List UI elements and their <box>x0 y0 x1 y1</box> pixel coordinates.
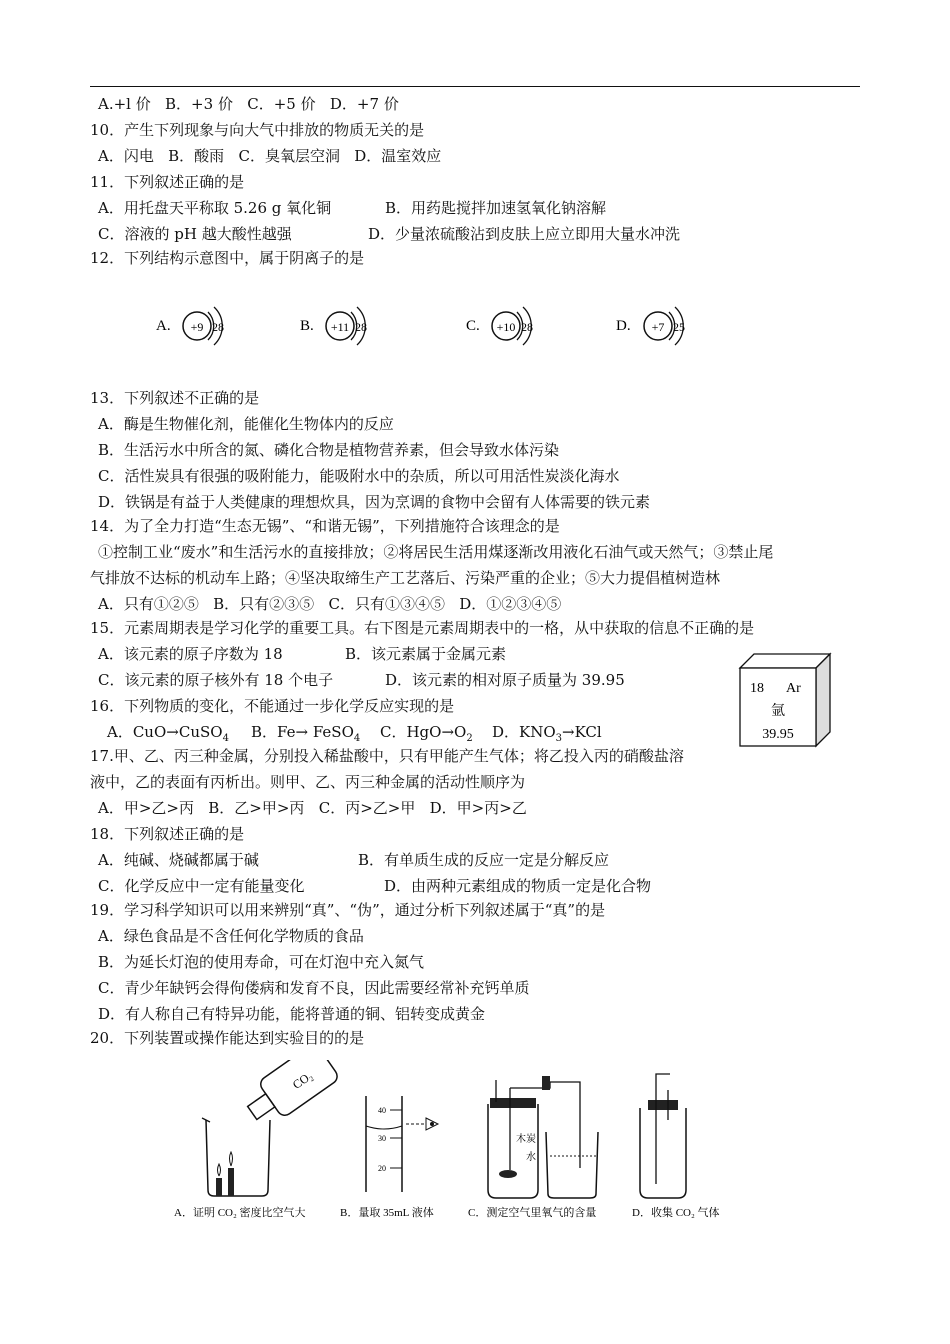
q18-option-b: B．有单质生成的反应一定是分解反应 <box>358 851 610 869</box>
q16-option-a: A．CuO→CuSO$_4$ <box>107 723 229 744</box>
structure-a-label: A. <box>156 318 171 334</box>
q15-stem: 15．元素周期表是学习化学的重要工具。右下图是元素周期表中的一格，从中获取的信息不正确的是 <box>90 619 755 637</box>
structure-b-label: B. <box>300 318 314 334</box>
apparatus-a <box>202 1060 340 1196</box>
caption-d: D．收集 CO₂ 气体 <box>632 1207 720 1219</box>
structure-c-shells: 28 <box>521 320 533 334</box>
q16-option-d: D．$KNO_3\to KCl$ <box>492 723 602 744</box>
q11-stem: 11．下列叙述正确的是 <box>90 173 245 191</box>
structure-c-nucleus: +10 <box>496 320 516 334</box>
q15-option-d: D．该元素的相对原子质量为 39.95 <box>385 671 625 689</box>
structure-a <box>156 307 224 345</box>
q19-option-c: C．青少年缺钙会得佝偻病和发育不良，因此需要经常补充钙单质 <box>98 979 530 997</box>
structure-b-nucleus: +11 <box>330 320 350 334</box>
q11-option-b: B．用药匙搅拌加速氢氧化钠溶解 <box>385 199 607 217</box>
atom-structure-diagrams <box>140 298 720 354</box>
caption-c: C．测定空气里氧气的含量 <box>468 1207 597 1219</box>
q16-option-b: B．Fe→ FeSO$_4$ <box>251 723 361 744</box>
q15-option-a: A．该元素的原子序数为 18 <box>98 645 283 663</box>
structure-d-nucleus: +7 <box>651 320 665 334</box>
structure-d <box>616 307 685 345</box>
q11-option-d: D．少量浓硫酸沾到皮肤上应立即用大量水冲洗 <box>368 225 681 243</box>
element-mass: 39.95 <box>762 727 794 742</box>
scale-40: 40 <box>378 1106 386 1115</box>
structure-d-label: D. <box>616 318 631 334</box>
q18-option-a: A．纯碱、烧碱都属于碱 <box>98 851 259 869</box>
water-label: 水 <box>526 1152 536 1163</box>
q16-option-c: C．$HgO\to O_2$ <box>380 723 473 744</box>
scale-30: 30 <box>378 1134 386 1143</box>
q17-stem-line1: 17.甲、乙、丙三种金属，分别投入稀盐酸中，只有甲能产生气体；将乙投入丙的硝酸盐溶 <box>90 747 684 765</box>
q11-option-c: C．溶液的 pH 越大酸性越强 <box>98 225 292 243</box>
caption-b: B．量取 35mL 液体 <box>340 1207 434 1219</box>
structure-a-shells: 28 <box>212 320 224 334</box>
structure-b <box>300 307 367 345</box>
structure-b-shells: 28 <box>355 320 367 334</box>
q13-option-a: A．酶是生物催化剂，能催化生物体内的反应 <box>98 415 394 433</box>
apparatus-c <box>488 1076 598 1198</box>
q19-option-d: D．有人称自己有特异功能，能将普通的铜、铝转变成黄金 <box>98 1005 486 1023</box>
charcoal-label: 木炭 <box>516 1134 536 1145</box>
element-name: 氩 <box>771 704 785 719</box>
caption-a: A．证明 CO₂ 密度比空气大 <box>174 1207 306 1219</box>
q14-stem: 14．为了全力打造“生态无锡”、“和谐无锡”，下列措施符合该理念的是 <box>90 517 560 535</box>
q19-stem: 19．学习科学知识可以用来辨别“真”、“伪”，通过分析下列叙述属于“真”的是 <box>90 901 606 919</box>
apparatus-d <box>640 1074 686 1198</box>
apparatus-b <box>366 1096 438 1192</box>
q13-option-d: D．铁锅是有益于人类健康的理想炊具，因为烹调的食物中会留有人体需要的铁元素 <box>98 493 651 511</box>
q17-stem-line2: 液中，乙的表面有丙析出。则甲、乙、丙三种金属的活动性顺序为 <box>90 773 526 791</box>
q15-option-b: B．该元素属于金属元素 <box>345 645 507 663</box>
scale-20: 20 <box>378 1164 386 1173</box>
lab-apparatus-figure <box>170 1060 740 1220</box>
q14-options: A．只有①②⑤ B．只有②③⑤ C．只有①③④⑤ D．①②③④⑤ <box>98 595 562 613</box>
q13-option-b: B．生活污水中所含的氮、磷化合物是植物营养素，但会导致水体污染 <box>98 441 560 459</box>
q18-option-d: D．由两种元素组成的物质一定是化合物 <box>384 877 652 895</box>
q14-measures-line2: 气排放不达标的机动车上路；④坚决取缔生产工艺落后、污染严重的企业；⑤大力提倡植树造林 <box>90 569 721 587</box>
q16-stem: 16．下列物质的变化，不能通过一步化学反应实现的是 <box>90 697 455 715</box>
q17-options: A．甲>乙>丙 B．乙>甲>丙 C．丙>乙>甲 D．甲>丙>乙 <box>98 799 527 817</box>
q15-option-c: C．该元素的原子核外有 18 个电子 <box>98 671 334 689</box>
structure-c <box>466 307 533 345</box>
q10-stem: 10．产生下列现象与向大气中排放的物质无关的是 <box>90 121 425 139</box>
structure-a-nucleus: +9 <box>190 320 204 334</box>
q19-option-a: A．绿色食品是不含任何化学物质的食品 <box>98 927 364 945</box>
periodic-table-cell <box>738 652 834 748</box>
element-symbol: Ar <box>786 681 801 696</box>
q11-option-a: A．用托盘天平称取 5.26 g 氧化铜 <box>98 199 332 217</box>
structure-d-shells: 25 <box>673 320 685 334</box>
q13-stem: 13．下列叙述不正确的是 <box>90 389 260 407</box>
q9-options: A.+l 价 B．+3 价 C．+5 价 D．+7 价 <box>98 95 399 113</box>
q12-stem: 12．下列结构示意图中，属于阴离子的是 <box>90 249 365 267</box>
structure-c-label: C. <box>466 318 480 334</box>
header-rule <box>90 86 860 87</box>
q20-stem: 20．下列装置或操作能达到实验目的的是 <box>90 1029 365 1047</box>
element-number: 18 <box>750 681 764 696</box>
co2-bottle-label: CO₂ <box>289 1068 316 1092</box>
q13-option-c: C．活性炭具有很强的吸附能力，能吸附水中的杂质，所以可用活性炭淡化海水 <box>98 467 620 485</box>
q14-measures-line1: ①控制工业“废水”和生活污水的直接排放；②将居民生活用煤逐渐改用液化石油气或天然气；③禁止尾 <box>98 543 774 561</box>
q19-option-b: B．为延长灯泡的使用寿命，可在灯泡中充入氮气 <box>98 953 425 971</box>
q18-stem: 18．下列叙述正确的是 <box>90 825 245 843</box>
q10-options: A．闪电 B．酸雨 C．臭氧层空洞 D．温室效应 <box>98 147 442 165</box>
q18-option-c: C．化学反应中一定有能量变化 <box>98 877 305 895</box>
